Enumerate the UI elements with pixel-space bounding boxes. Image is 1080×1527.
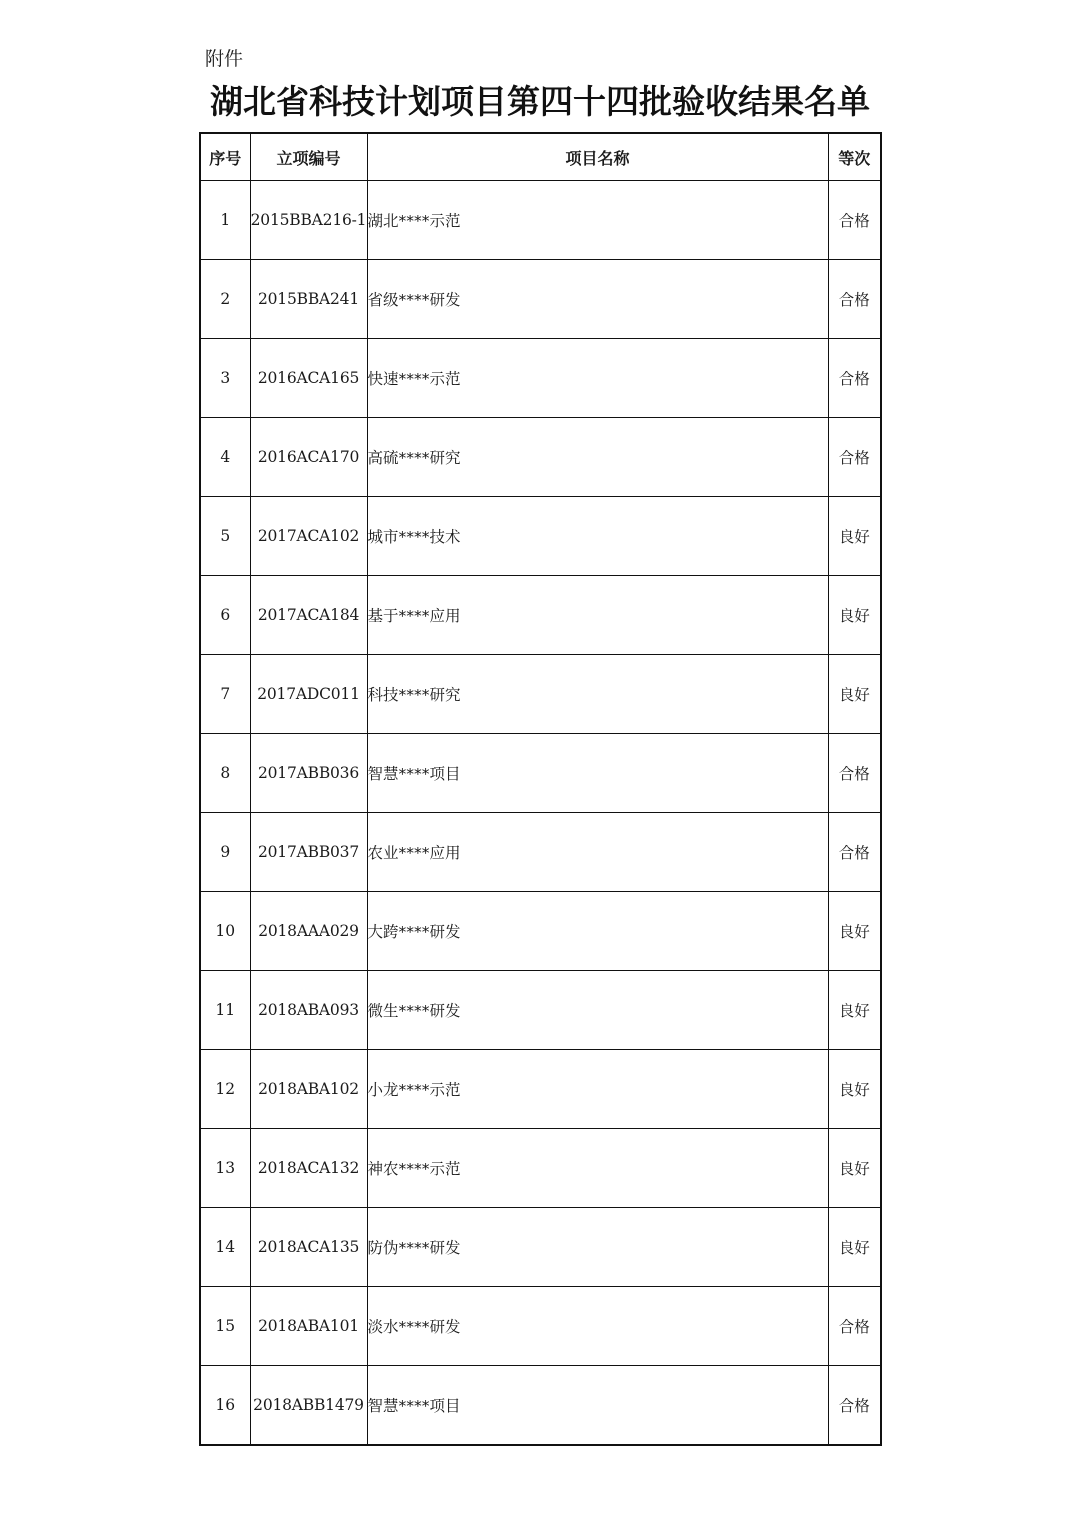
table-row — [200, 497, 881, 576]
serial-number-cell: 2 — [200, 260, 250, 339]
project-name-cell: 智慧****项目 — [367, 734, 828, 813]
grade-cell: 合格 — [828, 181, 881, 260]
project-code-cell: 2018AAA029 — [250, 892, 367, 971]
table-row — [200, 813, 881, 892]
serial-number-cell: 11 — [200, 971, 250, 1050]
table-header-row — [200, 133, 881, 181]
project-name-cell: 农业****应用 — [367, 813, 828, 892]
table-row — [200, 1366, 881, 1446]
table-row — [200, 1208, 881, 1287]
serial-number-cell: 15 — [200, 1287, 250, 1366]
project-name-cell: 城市****技术 — [367, 497, 828, 576]
table-row — [200, 260, 881, 339]
project-name-cell: 科技****研究 — [367, 655, 828, 734]
grade-cell: 合格 — [828, 260, 881, 339]
header-project-code: 立项编号 — [250, 133, 367, 181]
table-row — [200, 1050, 881, 1129]
project-name-cell: 基于****应用 — [367, 576, 828, 655]
serial-number-cell: 16 — [200, 1366, 250, 1446]
project-code-cell: 2015BBA216-1 — [250, 181, 367, 260]
project-name-cell: 湖北****示范 — [367, 181, 828, 260]
attachment-label: 附件 — [205, 48, 244, 70]
serial-number-cell: 4 — [200, 418, 250, 497]
table-row — [200, 181, 881, 260]
serial-number-cell: 3 — [200, 339, 250, 418]
project-code-cell: 2017ACA184 — [250, 576, 367, 655]
project-code-cell: 2018ABA102 — [250, 1050, 367, 1129]
project-code-cell: 2016ACA165 — [250, 339, 367, 418]
grade-cell: 合格 — [828, 734, 881, 813]
project-name-cell: 微生****研发 — [367, 971, 828, 1050]
grade-cell: 良好 — [828, 1050, 881, 1129]
grade-cell: 合格 — [828, 418, 881, 497]
project-name-cell: 神农****示范 — [367, 1129, 828, 1208]
table-row — [200, 1129, 881, 1208]
grade-cell: 良好 — [828, 497, 881, 576]
header-grade: 等次 — [828, 133, 881, 181]
project-code-cell: 2018ABA101 — [250, 1287, 367, 1366]
project-name-cell: 淡水****研发 — [367, 1287, 828, 1366]
project-code-cell: 2015BBA241 — [250, 260, 367, 339]
serial-number-cell: 12 — [200, 1050, 250, 1129]
project-code-cell: 2018ACA132 — [250, 1129, 367, 1208]
project-name-cell: 智慧****项目 — [367, 1366, 828, 1446]
grade-cell: 良好 — [828, 1208, 881, 1287]
grade-cell: 良好 — [828, 892, 881, 971]
grade-cell: 良好 — [828, 576, 881, 655]
serial-number-cell: 7 — [200, 655, 250, 734]
serial-number-cell: 5 — [200, 497, 250, 576]
project-name-cell: 防伪****研发 — [367, 1208, 828, 1287]
grade-cell: 良好 — [828, 971, 881, 1050]
table-row — [200, 734, 881, 813]
results-table — [199, 132, 882, 1446]
table-row — [200, 655, 881, 734]
serial-number-cell: 9 — [200, 813, 250, 892]
project-code-cell: 2017ABB037 — [250, 813, 367, 892]
grade-cell: 合格 — [828, 339, 881, 418]
document-title: 湖北省科技计划项目第四十四批验收结果名单 — [210, 82, 870, 121]
project-name-cell: 省级****研发 — [367, 260, 828, 339]
project-code-cell: 2017ABB036 — [250, 734, 367, 813]
project-name-cell: 大跨****研发 — [367, 892, 828, 971]
grade-cell: 良好 — [828, 655, 881, 734]
project-name-cell: 高硫****研究 — [367, 418, 828, 497]
project-code-cell: 2018ABB1479 — [250, 1366, 367, 1446]
table-row — [200, 339, 881, 418]
serial-number-cell: 1 — [200, 181, 250, 260]
table-row — [200, 971, 881, 1050]
header-serial-number: 序号 — [200, 133, 250, 181]
project-code-cell: 2017ACA102 — [250, 497, 367, 576]
grade-cell: 合格 — [828, 1287, 881, 1366]
header-project-name: 项目名称 — [367, 133, 828, 181]
project-code-cell: 2018ACA135 — [250, 1208, 367, 1287]
grade-cell: 良好 — [828, 1129, 881, 1208]
table-row — [200, 576, 881, 655]
serial-number-cell: 6 — [200, 576, 250, 655]
serial-number-cell: 13 — [200, 1129, 250, 1208]
table-body — [200, 181, 881, 1446]
serial-number-cell: 10 — [200, 892, 250, 971]
project-code-cell: 2018ABA093 — [250, 971, 367, 1050]
project-name-cell: 快速****示范 — [367, 339, 828, 418]
table-row — [200, 892, 881, 971]
grade-cell: 合格 — [828, 813, 881, 892]
grade-cell: 合格 — [828, 1366, 881, 1446]
project-code-cell: 2017ADC011 — [250, 655, 367, 734]
serial-number-cell: 8 — [200, 734, 250, 813]
table-row — [200, 1287, 881, 1366]
serial-number-cell: 14 — [200, 1208, 250, 1287]
table-row — [200, 418, 881, 497]
project-name-cell: 小龙****示范 — [367, 1050, 828, 1129]
project-code-cell: 2016ACA170 — [250, 418, 367, 497]
